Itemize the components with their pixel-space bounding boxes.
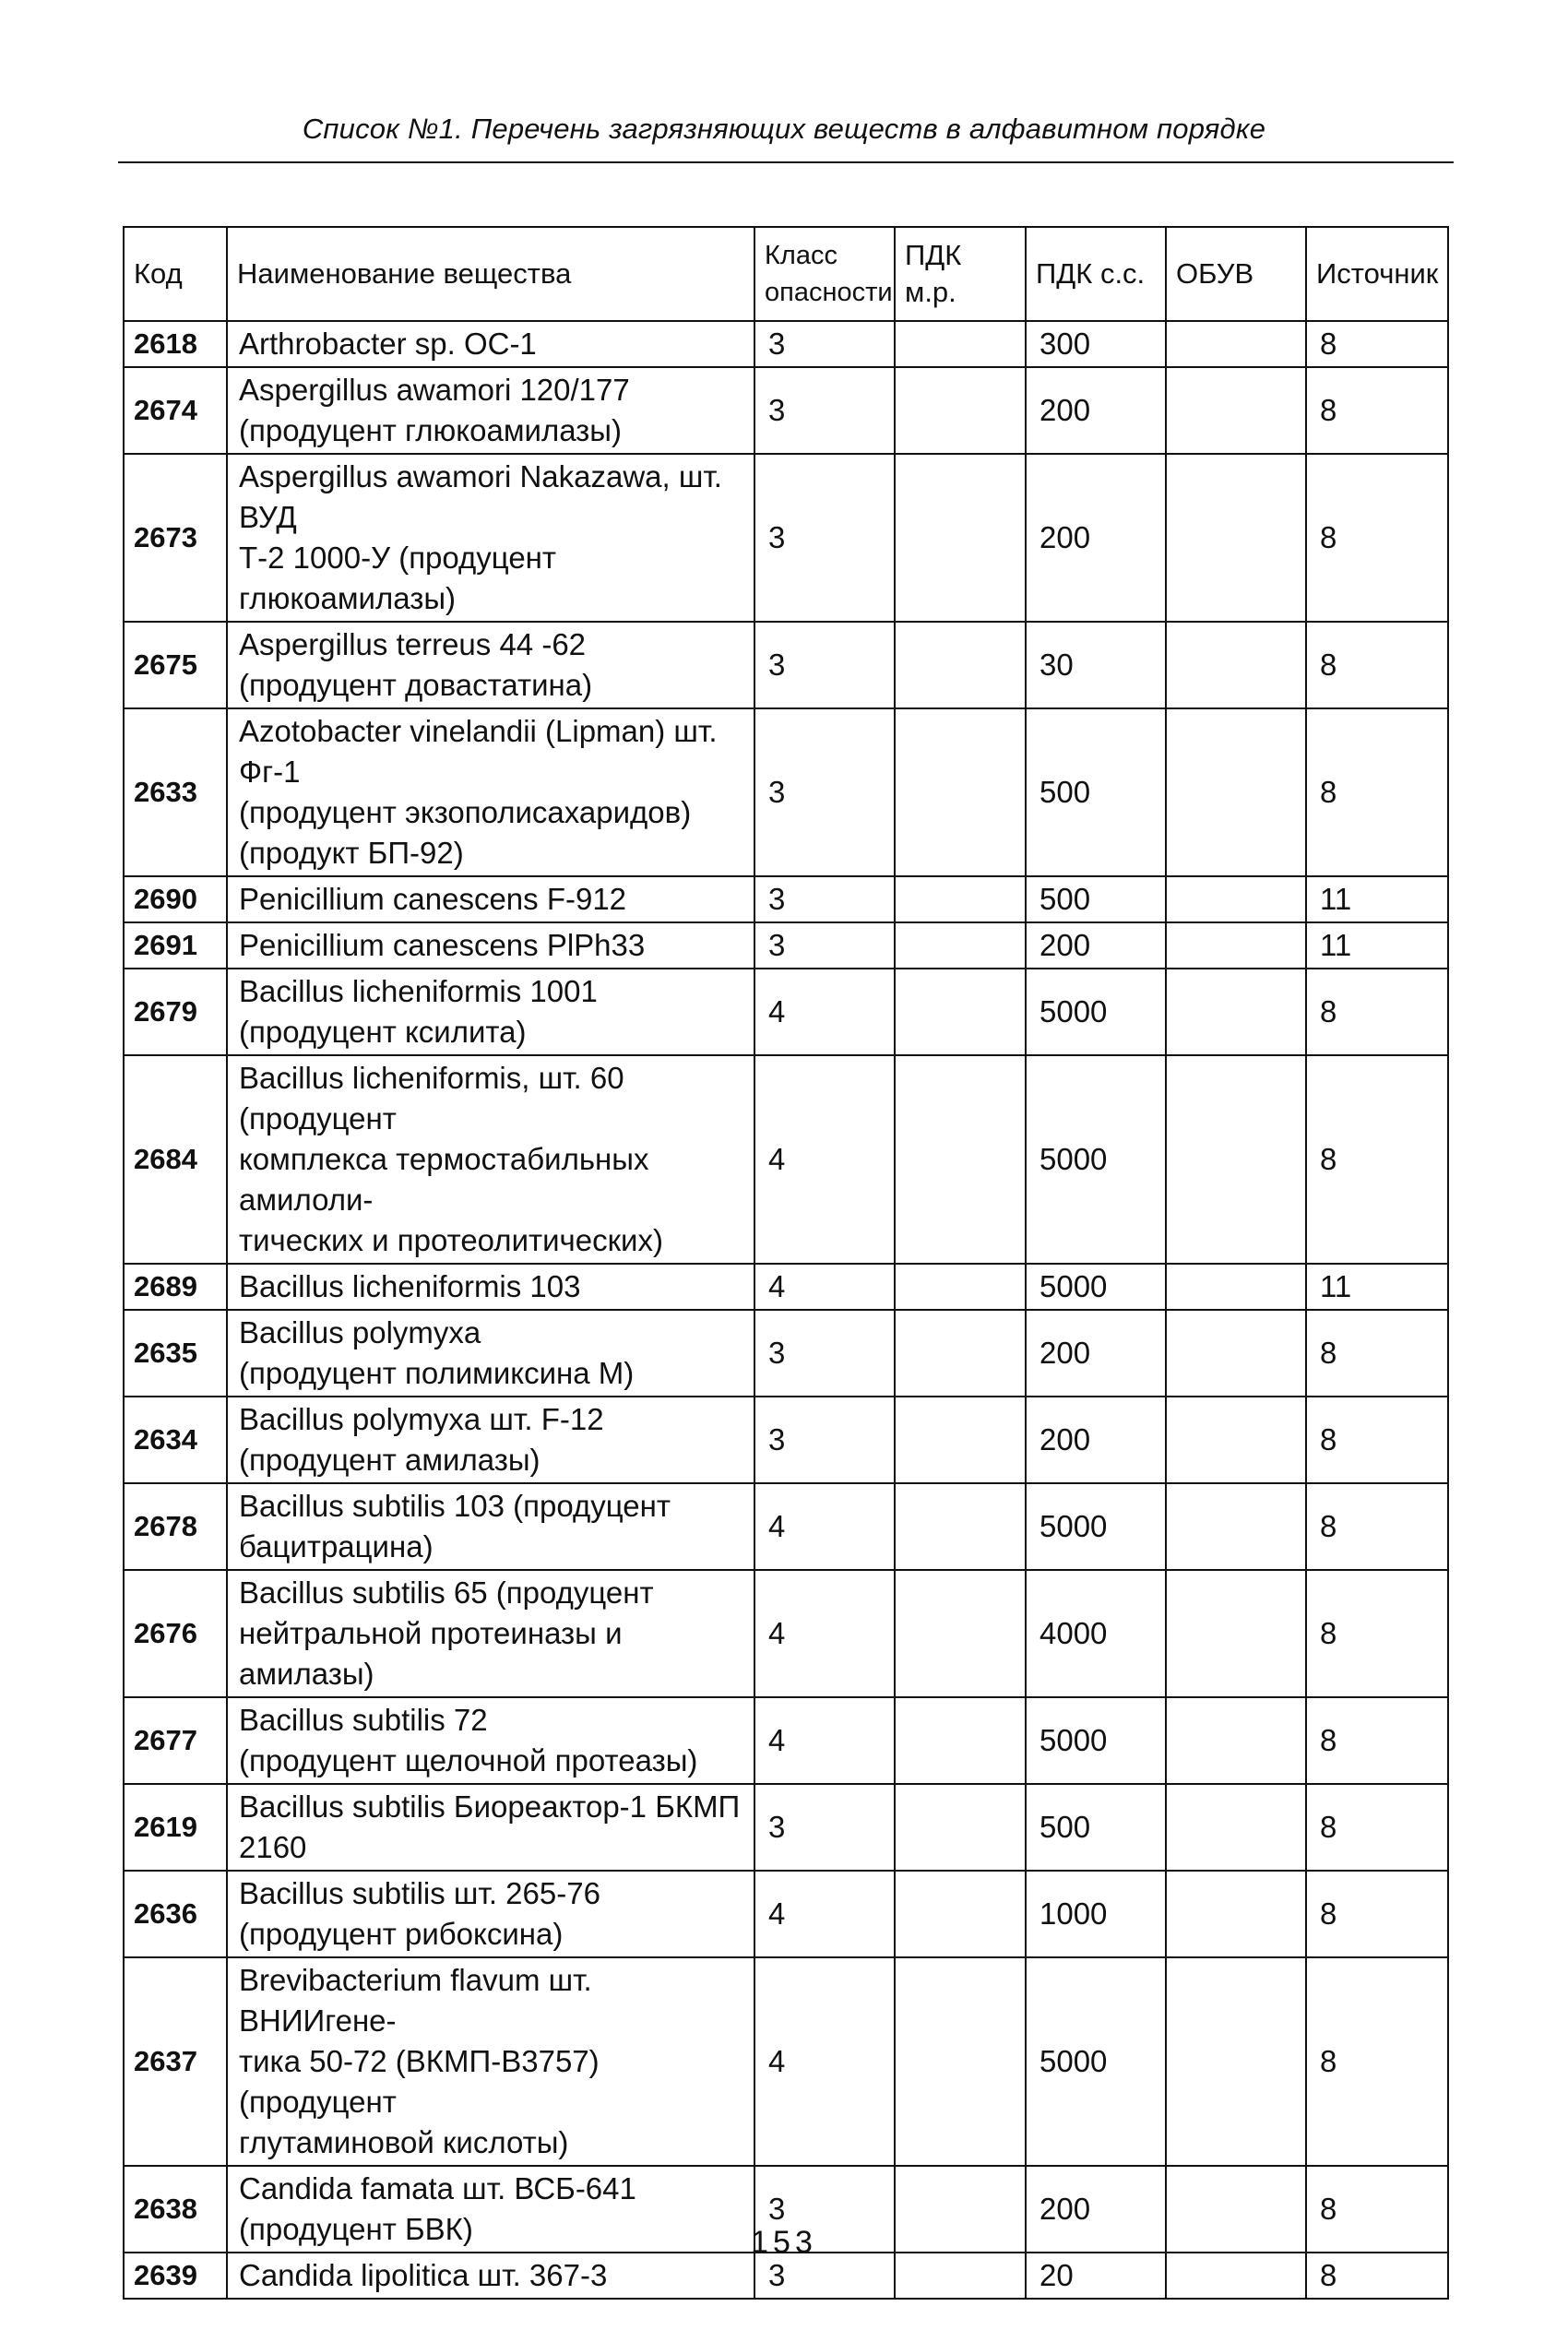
cell-hazard-class: 3 <box>754 2253 895 2299</box>
cell-pdk-mr <box>895 454 1026 622</box>
cell-code: 2691 <box>124 922 227 969</box>
cell-code: 2678 <box>124 1483 227 1570</box>
cell-obuv <box>1166 1784 1306 1871</box>
cell-obuv <box>1166 708 1306 876</box>
cell-source: 8 <box>1306 321 1448 367</box>
cell-substance-name: Penicillium canescens PlPh33 <box>227 922 754 969</box>
table-row <box>124 321 1448 367</box>
cell-source: 8 <box>1306 1697 1448 1784</box>
cell-pdk-mr <box>895 708 1026 876</box>
cell-code: 2636 <box>124 1871 227 1957</box>
column-header-obuv: ОБУВ <box>1166 227 1306 321</box>
cell-pdk-ss: 200 <box>1026 454 1166 622</box>
table-header-row <box>124 227 1448 321</box>
table-row <box>124 1264 1448 1310</box>
cell-obuv <box>1166 1397 1306 1483</box>
cell-substance-name: Bacillus licheniformis, шт. 60 (продуцент комплекса термостабильных амилоли- тических и протеолитических) <box>227 1055 754 1264</box>
cell-obuv <box>1166 454 1306 622</box>
cell-hazard-class: 4 <box>754 1957 895 2166</box>
cell-pdk-mr <box>895 1697 1026 1784</box>
cell-pdk-ss: 200 <box>1026 922 1166 969</box>
cell-substance-name: Bacillus subtilis 72 (продуцент щелочной протеазы) <box>227 1697 754 1784</box>
cell-pdk-ss: 200 <box>1026 2166 1166 2253</box>
cell-hazard-class: 3 <box>754 1310 895 1397</box>
cell-pdk-mr <box>895 1784 1026 1871</box>
cell-code: 2677 <box>124 1697 227 1784</box>
cell-substance-name: Aspergillus terreus 44 -62 (продуцент довастатина) <box>227 622 754 708</box>
running-title: Список №1. Перечень загрязняющих веществ в алфавитном порядке <box>302 113 1266 145</box>
cell-code: 2689 <box>124 1264 227 1310</box>
cell-source: 11 <box>1306 1264 1448 1310</box>
cell-substance-name: Bacillus polymyxa (продуцент полимиксина М) <box>227 1310 754 1397</box>
cell-pdk-ss: 5000 <box>1026 1483 1166 1570</box>
cell-source: 11 <box>1306 922 1448 969</box>
cell-code: 2619 <box>124 1784 227 1871</box>
cell-pdk-ss: 5000 <box>1026 1697 1166 1784</box>
cell-pdk-mr <box>895 1570 1026 1697</box>
cell-code: 2684 <box>124 1055 227 1264</box>
cell-pdk-mr <box>895 1397 1026 1483</box>
cell-source: 8 <box>1306 622 1448 708</box>
cell-pdk-ss: 30 <box>1026 622 1166 708</box>
table-row <box>124 367 1448 454</box>
cell-substance-name: Arthrobacter sp. ОС-1 <box>227 321 754 367</box>
table-row <box>124 922 1448 969</box>
cell-source: 8 <box>1306 1871 1448 1957</box>
table-row <box>124 708 1448 876</box>
cell-hazard-class: 4 <box>754 1871 895 1957</box>
cell-pdk-mr <box>895 367 1026 454</box>
cell-hazard-class: 4 <box>754 1055 895 1264</box>
cell-substance-name: Brevibacterium flavum шт. ВНИИгене- тика 50-72 (ВКМП-В3757) (продуцент глутаминовой кислоты) <box>227 1957 754 2166</box>
cell-pdk-mr <box>895 969 1026 1055</box>
cell-pdk-ss: 4000 <box>1026 1570 1166 1697</box>
table-row <box>124 1055 1448 1264</box>
column-header-source: Источник <box>1306 227 1448 321</box>
table-row <box>124 969 1448 1055</box>
cell-source: 8 <box>1306 708 1448 876</box>
cell-obuv <box>1166 367 1306 454</box>
cell-pdk-ss: 5000 <box>1026 969 1166 1055</box>
column-header-pdk-ss: ПДК с.с. <box>1026 227 1166 321</box>
cell-code: 2638 <box>124 2166 227 2253</box>
cell-hazard-class: 3 <box>754 2166 895 2253</box>
cell-hazard-class: 3 <box>754 454 895 622</box>
cell-hazard-class: 3 <box>754 367 895 454</box>
cell-hazard-class: 4 <box>754 1697 895 1784</box>
cell-code: 2618 <box>124 321 227 367</box>
cell-pdk-mr <box>895 1310 1026 1397</box>
cell-substance-name: Aspergillus awamori 120/177 (продуцент глюкоамилазы) <box>227 367 754 454</box>
table-row <box>124 454 1448 622</box>
cell-pdk-ss: 20 <box>1026 2253 1166 2299</box>
cell-code: 2637 <box>124 1957 227 2166</box>
cell-source: 8 <box>1306 2253 1448 2299</box>
cell-source: 11 <box>1306 876 1448 922</box>
cell-code: 2679 <box>124 969 227 1055</box>
cell-substance-name: Bacillus licheniformis 103 <box>227 1264 754 1310</box>
table-row <box>124 1697 1448 1784</box>
cell-pdk-mr <box>895 1871 1026 1957</box>
table-row <box>124 1483 1448 1570</box>
cell-pdk-ss: 500 <box>1026 708 1166 876</box>
cell-pdk-ss: 300 <box>1026 321 1166 367</box>
header-divider <box>118 161 1454 163</box>
cell-code: 2635 <box>124 1310 227 1397</box>
cell-hazard-class: 3 <box>754 708 895 876</box>
table-row <box>124 1570 1448 1697</box>
cell-obuv <box>1166 922 1306 969</box>
cell-source: 8 <box>1306 1397 1448 1483</box>
cell-hazard-class: 3 <box>754 876 895 922</box>
cell-obuv <box>1166 1697 1306 1784</box>
cell-obuv <box>1166 1055 1306 1264</box>
cell-source: 8 <box>1306 1055 1448 1264</box>
cell-substance-name: Candida famata шт. ВСБ-641 (продуцент БВК) <box>227 2166 754 2253</box>
cell-pdk-ss: 200 <box>1026 1397 1166 1483</box>
cell-pdk-mr <box>895 1957 1026 2166</box>
cell-pdk-mr <box>895 622 1026 708</box>
cell-hazard-class: 3 <box>754 321 895 367</box>
column-header-code: Код <box>124 227 227 321</box>
cell-obuv <box>1166 876 1306 922</box>
cell-obuv <box>1166 1264 1306 1310</box>
table-row <box>124 1310 1448 1397</box>
cell-hazard-class: 4 <box>754 1483 895 1570</box>
column-header-pdk-mr: ПДК м.р. <box>895 227 1026 321</box>
cell-substance-name: Bacillus subtilis Биореактор-1 БКМП 2160 <box>227 1784 754 1871</box>
cell-obuv <box>1166 1310 1306 1397</box>
cell-substance-name: Bacillus licheniformis 1001 (продуцент ксилита) <box>227 969 754 1055</box>
cell-pdk-mr <box>895 922 1026 969</box>
cell-pdk-mr <box>895 1483 1026 1570</box>
cell-pdk-ss: 1000 <box>1026 1871 1166 1957</box>
cell-code: 2633 <box>124 708 227 876</box>
cell-substance-name: Bacillus subtilis 103 (продуцент бацитрацина) <box>227 1483 754 1570</box>
cell-source: 8 <box>1306 1310 1448 1397</box>
cell-hazard-class: 4 <box>754 1570 895 1697</box>
cell-pdk-ss: 5000 <box>1026 1055 1166 1264</box>
cell-source: 8 <box>1306 1957 1448 2166</box>
cell-hazard-class: 4 <box>754 969 895 1055</box>
cell-code: 2639 <box>124 2253 227 2299</box>
page-number: 153 <box>751 2225 817 2260</box>
cell-source: 8 <box>1306 969 1448 1055</box>
column-header-name: Наименование вещества <box>227 227 754 321</box>
cell-source: 8 <box>1306 1570 1448 1697</box>
table-row <box>124 1871 1448 1957</box>
cell-code: 2674 <box>124 367 227 454</box>
cell-substance-name: Candida lipolitica шт. 367-3 <box>227 2253 754 2299</box>
table-row <box>124 1397 1448 1483</box>
cell-code: 2676 <box>124 1570 227 1697</box>
cell-substance-name: Azotobacter vinelandii (Lipman) шт. Фг-1 (продуцент экзополисахаридов) (продукт БП-92) <box>227 708 754 876</box>
cell-pdk-mr <box>895 1264 1026 1310</box>
cell-source: 8 <box>1306 367 1448 454</box>
table-row <box>124 622 1448 708</box>
cell-substance-name: Bacillus subtilis 65 (продуцент нейтральной протеиназы и амилазы) <box>227 1570 754 1697</box>
table-row <box>124 1957 1448 2166</box>
cell-obuv <box>1166 1957 1306 2166</box>
cell-code: 2675 <box>124 622 227 708</box>
cell-hazard-class: 3 <box>754 1397 895 1483</box>
cell-obuv <box>1166 969 1306 1055</box>
cell-source: 8 <box>1306 454 1448 622</box>
cell-code: 2690 <box>124 876 227 922</box>
cell-substance-name: Penicillium canescens F-912 <box>227 876 754 922</box>
cell-code: 2673 <box>124 454 227 622</box>
column-header-hazard-class: Класс опасности <box>754 227 895 321</box>
cell-obuv <box>1166 1871 1306 1957</box>
cell-pdk-mr <box>895 876 1026 922</box>
table-row <box>124 876 1448 922</box>
cell-obuv <box>1166 622 1306 708</box>
substances-table <box>123 226 1449 2300</box>
cell-substance-name: Aspergillus awamori Nakazawa, шт. ВУД Т-2 1000-У (продуцент глюкоамилазы) <box>227 454 754 622</box>
cell-source: 8 <box>1306 1483 1448 1570</box>
cell-hazard-class: 3 <box>754 1784 895 1871</box>
cell-hazard-class: 3 <box>754 622 895 708</box>
cell-obuv <box>1166 1570 1306 1697</box>
cell-obuv <box>1166 1483 1306 1570</box>
cell-pdk-mr <box>895 1055 1026 1264</box>
table-row <box>124 1784 1448 1871</box>
cell-code: 2634 <box>124 1397 227 1483</box>
cell-pdk-ss: 200 <box>1026 1310 1166 1397</box>
table-body <box>124 321 1448 2299</box>
cell-pdk-ss: 5000 <box>1026 1957 1166 2166</box>
cell-pdk-ss: 200 <box>1026 367 1166 454</box>
cell-pdk-ss: 5000 <box>1026 1264 1166 1310</box>
cell-source: 8 <box>1306 2166 1448 2253</box>
cell-hazard-class: 4 <box>754 1264 895 1310</box>
cell-pdk-ss: 500 <box>1026 1784 1166 1871</box>
cell-source: 8 <box>1306 1784 1448 1871</box>
cell-substance-name: Bacillus subtilis шт. 265-76 (продуцент рибоксина) <box>227 1871 754 1957</box>
cell-obuv <box>1166 321 1306 367</box>
cell-pdk-mr <box>895 321 1026 367</box>
cell-pdk-ss: 500 <box>1026 876 1166 922</box>
cell-hazard-class: 3 <box>754 922 895 969</box>
cell-substance-name: Bacillus polymyxa шт. F-12 (продуцент амилазы) <box>227 1397 754 1483</box>
